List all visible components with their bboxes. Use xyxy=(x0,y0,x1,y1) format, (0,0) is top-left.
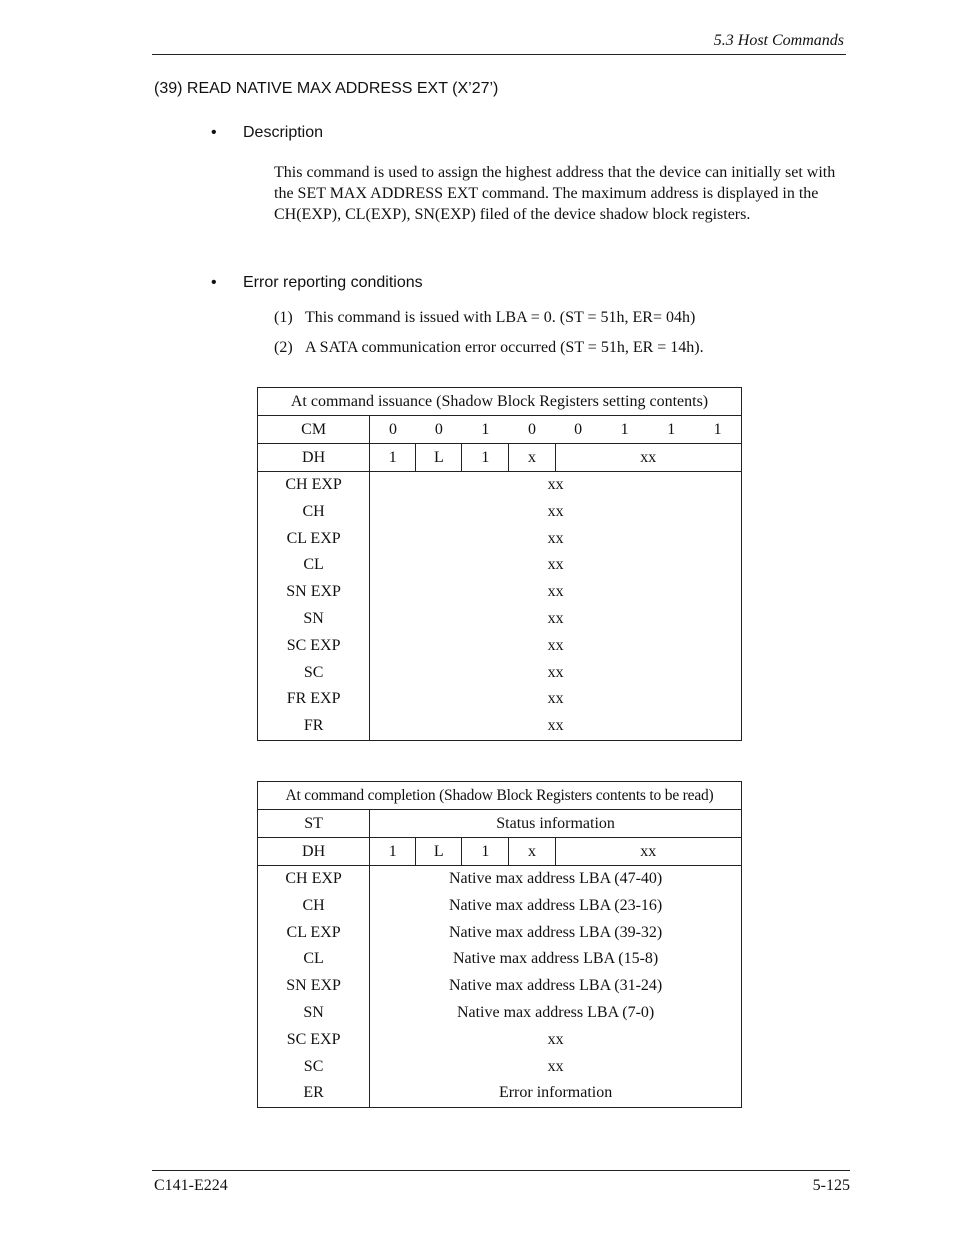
bit-cell: 1 xyxy=(601,416,648,444)
register-value: xx xyxy=(547,609,564,627)
register-label: SN xyxy=(303,1003,324,1021)
register-value: Error information xyxy=(498,1084,613,1102)
bit-rest-cell: xx xyxy=(555,838,742,866)
table-row-st xyxy=(258,810,742,838)
register-value: xx xyxy=(547,636,564,654)
register-value: Native max address LBA (23-16) xyxy=(448,896,663,914)
register-value: xx xyxy=(547,1030,564,1048)
table-row-dh xyxy=(258,838,742,866)
section-header-text: 5.3 Host Commands xyxy=(713,32,844,49)
page-number: 5-125 xyxy=(812,1177,850,1194)
completion-register-table xyxy=(257,781,742,1108)
table-body-rows xyxy=(258,866,742,1108)
bit-cell: 1 xyxy=(370,444,416,472)
bit-cell: 1 xyxy=(462,416,509,444)
register-label: SN EXP xyxy=(286,583,341,601)
table-row-dh xyxy=(258,444,742,472)
bit-cell: x xyxy=(509,444,555,472)
register-value: xx xyxy=(547,583,564,601)
table-row-cm xyxy=(258,416,742,444)
bullet-error-label: Error reporting conditions xyxy=(243,274,423,291)
register-value: xx xyxy=(547,1057,564,1075)
table-title: At command completion (Shadow Block Registers contents to be read) xyxy=(258,782,742,810)
bit-cell: L xyxy=(416,838,462,866)
table-title: At command issuance (Shadow Block Registers setting contents) xyxy=(258,388,742,416)
condition-text: A SATA communication error occurred (ST = 51h, ER = 14h). xyxy=(305,339,704,356)
register-label: FR EXP xyxy=(286,690,341,708)
register-value-column xyxy=(370,866,742,1108)
register-label: CH xyxy=(302,896,325,914)
register-label: ER xyxy=(303,1084,324,1102)
register-label-column xyxy=(258,866,370,1108)
register-value-column xyxy=(370,472,742,741)
register-value: Status information xyxy=(370,810,742,838)
register-label: CL xyxy=(303,556,324,574)
register-label: CL EXP xyxy=(286,923,341,941)
bit-cell: 0 xyxy=(555,416,601,444)
register-label: CH xyxy=(302,502,325,520)
issuance-register-table xyxy=(257,387,742,741)
bullet-dot-icon: • xyxy=(211,274,217,291)
register-value: Native max address LBA (31-24) xyxy=(448,977,663,995)
bullet-description-label: Description xyxy=(243,124,324,141)
bit-rest-cell: xx xyxy=(555,444,741,472)
bit-cell: 0 xyxy=(509,416,555,444)
bit-cell: 1 xyxy=(694,416,741,444)
bit-cell: L xyxy=(416,444,462,472)
register-label: CH EXP xyxy=(285,870,342,887)
register-value: Native max address LBA (15-8) xyxy=(452,950,659,968)
document-id: C141-E224 xyxy=(154,1177,228,1194)
register-label: SC EXP xyxy=(286,1030,341,1048)
register-label: SC EXP xyxy=(286,636,341,654)
error-condition-1 xyxy=(274,309,695,327)
register-label: DH xyxy=(258,444,370,472)
register-label: SC xyxy=(303,663,324,681)
register-label: CL EXP xyxy=(286,529,341,547)
register-value: xx xyxy=(547,663,564,681)
register-value: Native max address LBA (47-40) xyxy=(448,870,663,887)
register-value: xx xyxy=(547,556,564,574)
register-label-column xyxy=(258,472,370,741)
error-condition-2 xyxy=(274,339,704,357)
register-label: SC xyxy=(303,1057,324,1075)
register-value: xx xyxy=(547,690,564,708)
register-value: Native max address LBA (39-32) xyxy=(448,923,663,941)
register-value: xx xyxy=(547,476,564,493)
section-title: (39) READ NATIVE MAX ADDRESS EXT (X’27’) xyxy=(154,80,499,97)
register-value: xx xyxy=(547,529,564,547)
page-footer xyxy=(152,1170,850,1194)
bit-cell: 1 xyxy=(648,416,694,444)
description-paragraph: This command is used to assign the highest address that the device can initially set with the SET MAX ADDRESS EXT command. The maximum address is displayed in the CH(EXP), CL(EXP), SN(EXP) filed of the device shadow block registers. xyxy=(274,164,836,223)
register-value: Native max address LBA (7-0) xyxy=(456,1003,655,1021)
register-label: ST xyxy=(258,810,370,838)
register-label: CL xyxy=(303,950,324,968)
bit-cell: x xyxy=(509,838,555,866)
bit-cell: 1 xyxy=(462,838,509,866)
register-value: xx xyxy=(547,502,564,520)
bit-cell: 1 xyxy=(370,838,416,866)
register-label: SN EXP xyxy=(286,977,341,995)
register-label: CM xyxy=(258,416,370,444)
register-label: FR xyxy=(303,717,324,735)
register-label: CH EXP xyxy=(285,476,342,493)
condition-number: (1) xyxy=(274,309,293,326)
condition-text: This command is issued with LBA = 0. (ST = 51h, ER= 04h) xyxy=(305,309,696,326)
bit-cell: 0 xyxy=(416,416,462,444)
bit-cell: 0 xyxy=(370,416,416,444)
table-body-rows xyxy=(258,472,742,741)
bullet-dot-icon: • xyxy=(211,124,217,141)
condition-number: (2) xyxy=(274,339,293,356)
register-label: DH xyxy=(258,838,370,866)
bit-cell: 1 xyxy=(462,444,509,472)
register-value: xx xyxy=(547,717,564,735)
page-header xyxy=(152,30,846,55)
register-label: SN xyxy=(303,609,324,627)
